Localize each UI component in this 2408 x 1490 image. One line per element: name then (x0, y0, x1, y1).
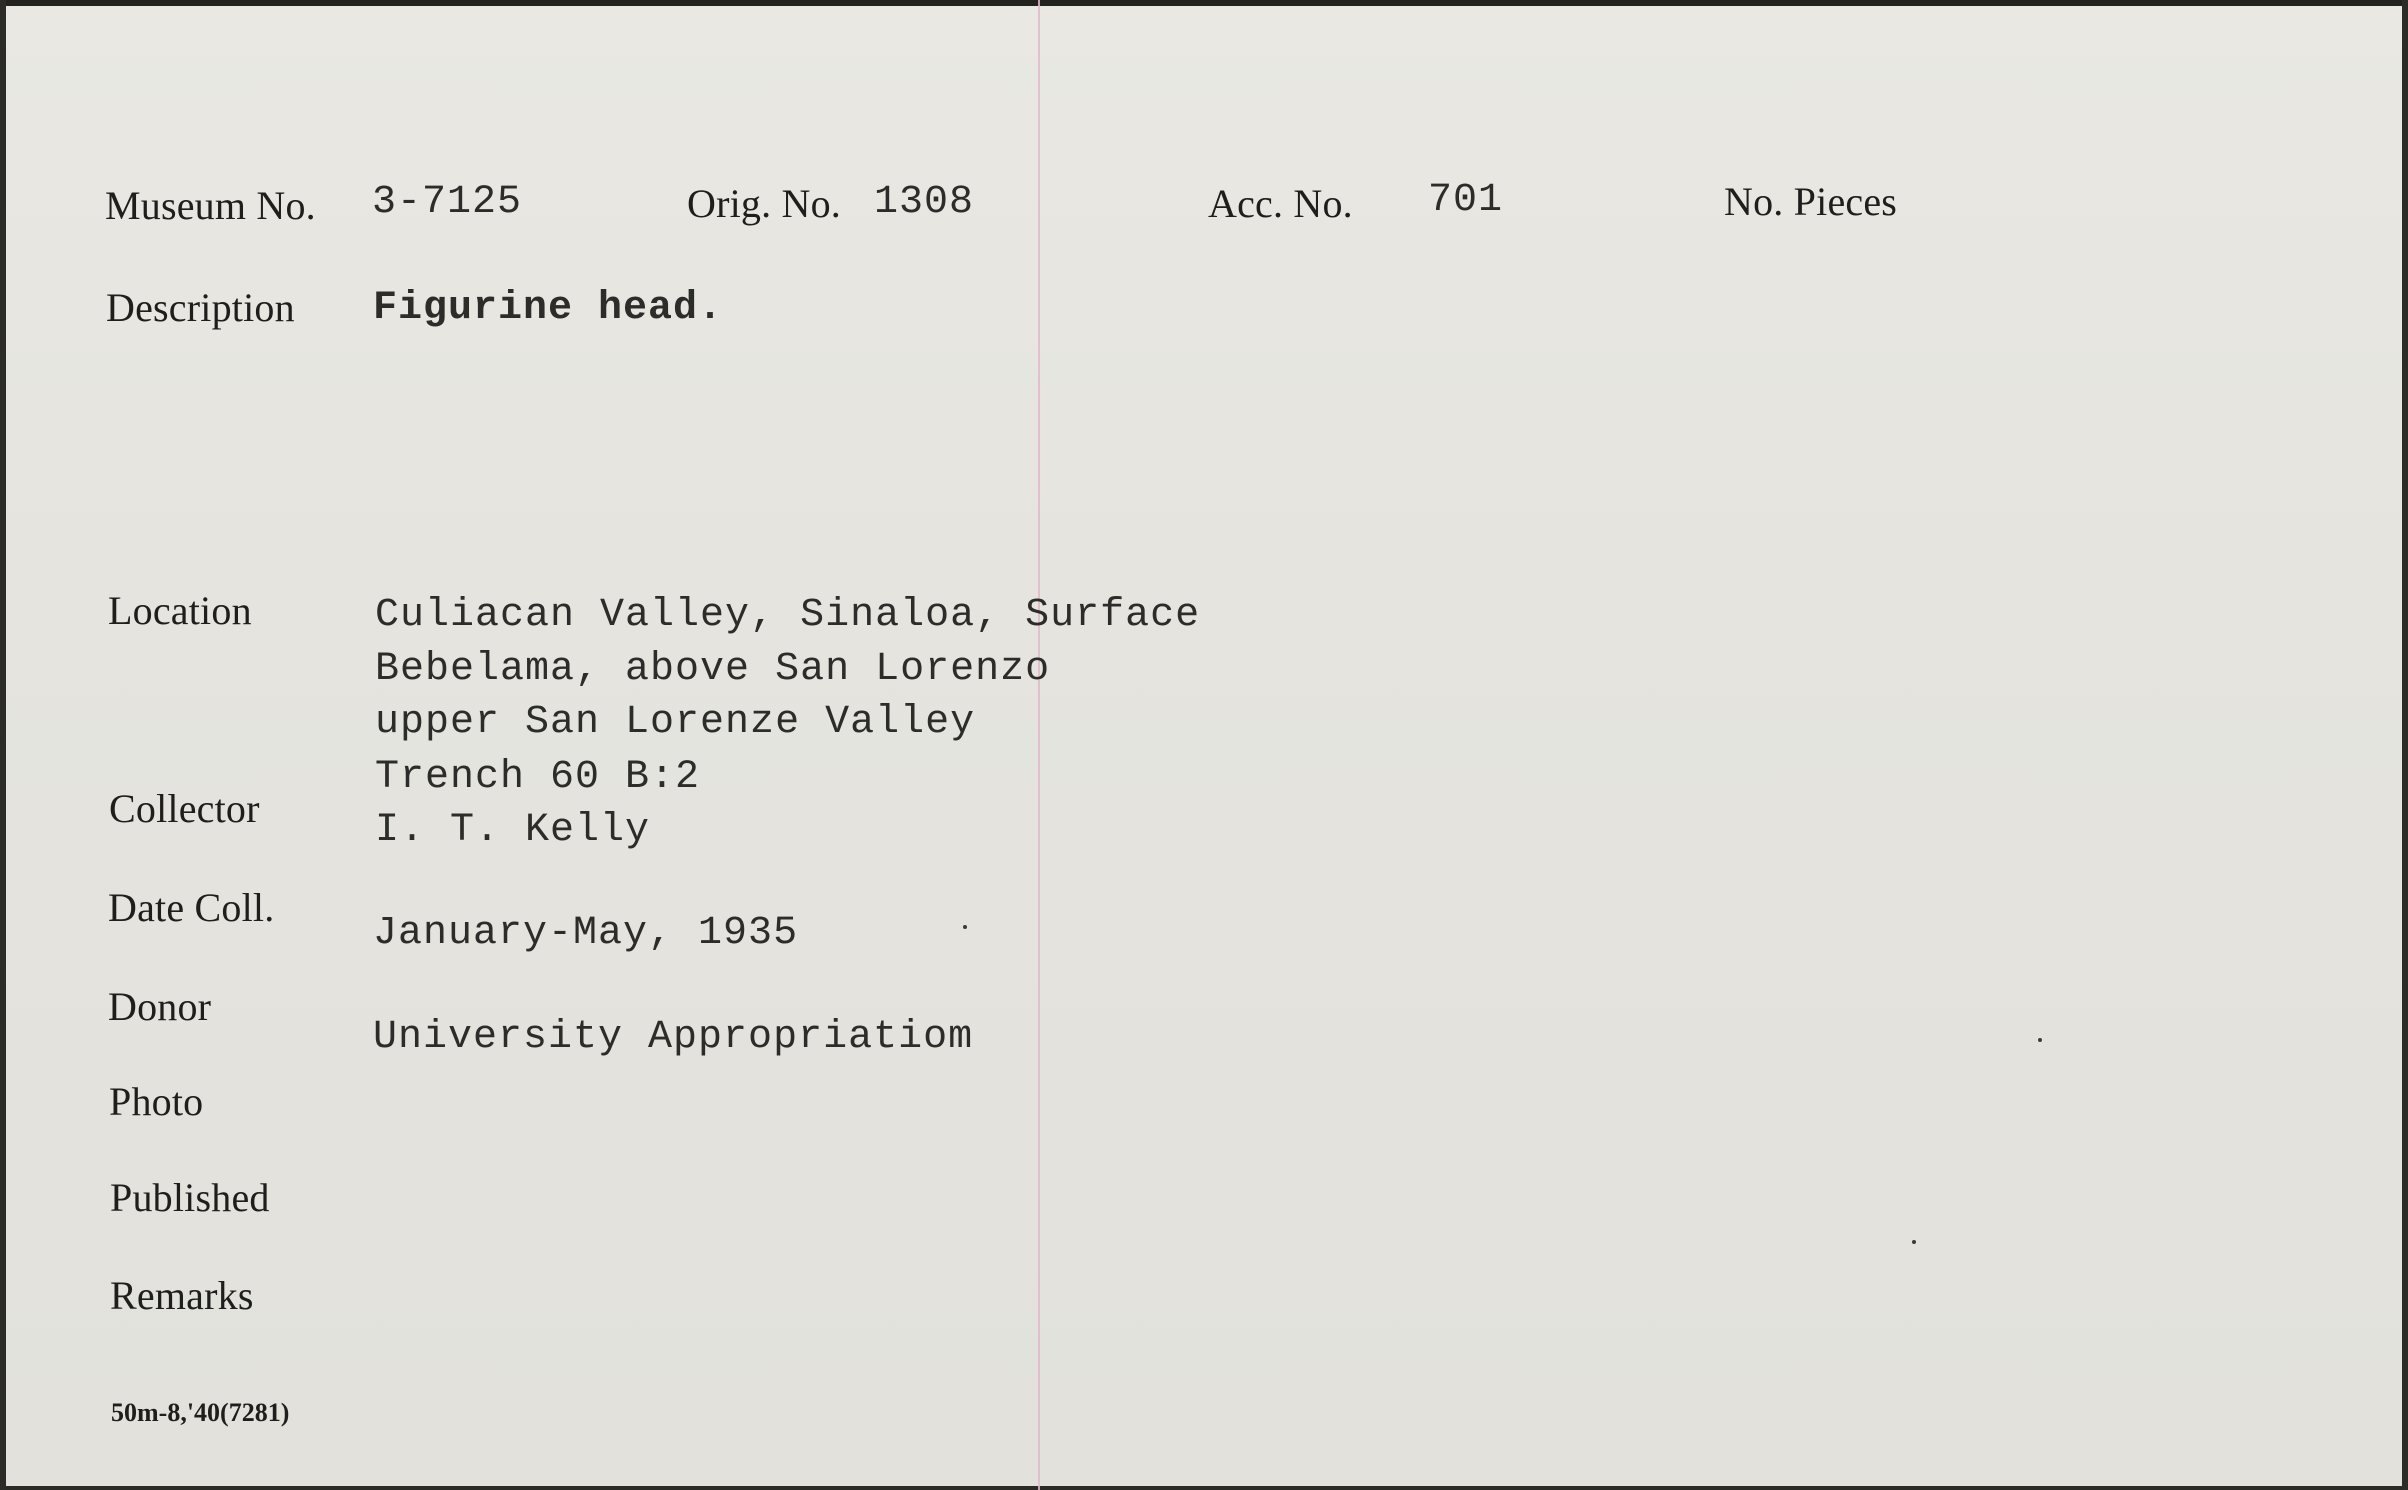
museum-no-value: 3-7125 (372, 180, 523, 225)
donor-value: University Appropriatiom (373, 1015, 974, 1060)
remarks-label: Remarks (110, 1273, 254, 1318)
orig-no-label: Orig. No. (687, 181, 842, 226)
description-value: Figurine head. (373, 286, 724, 331)
location-line: Bebelama, above San Lorenzo (375, 647, 1051, 692)
date-coll-label: Date Coll. (108, 885, 275, 930)
location-line: Culiacan Valley, Sinaloa, Surface (375, 593, 1201, 638)
description-label: Description (106, 285, 295, 330)
collector-value: I. T. Kelly (375, 808, 651, 853)
location-line: Trench 60 B:2 (375, 755, 701, 800)
date-coll-value: January-May, 1935 (373, 911, 799, 956)
photo-label: Photo (109, 1079, 204, 1124)
location-line: upper San Lorenze Valley (375, 700, 976, 745)
donor-label: Donor (108, 984, 212, 1029)
location-label: Location (108, 588, 252, 633)
acc-no-value: 701 (1428, 178, 1504, 223)
museum-no-label: Museum No. (105, 183, 316, 228)
paper-speck (2038, 1038, 2042, 1042)
acc-no-label: Acc. No. (1208, 181, 1353, 226)
collector-label: Collector (109, 786, 260, 831)
published-label: Published (110, 1175, 270, 1220)
no-pieces-label: No. Pieces (1724, 179, 1898, 224)
print-code: 50m-8,'40(7281) (111, 1398, 290, 1427)
margin-line (1038, 0, 1040, 1490)
orig-no-value: 1308 (874, 180, 975, 225)
paper-speck (1912, 1240, 1916, 1244)
paper-speck (963, 925, 967, 929)
